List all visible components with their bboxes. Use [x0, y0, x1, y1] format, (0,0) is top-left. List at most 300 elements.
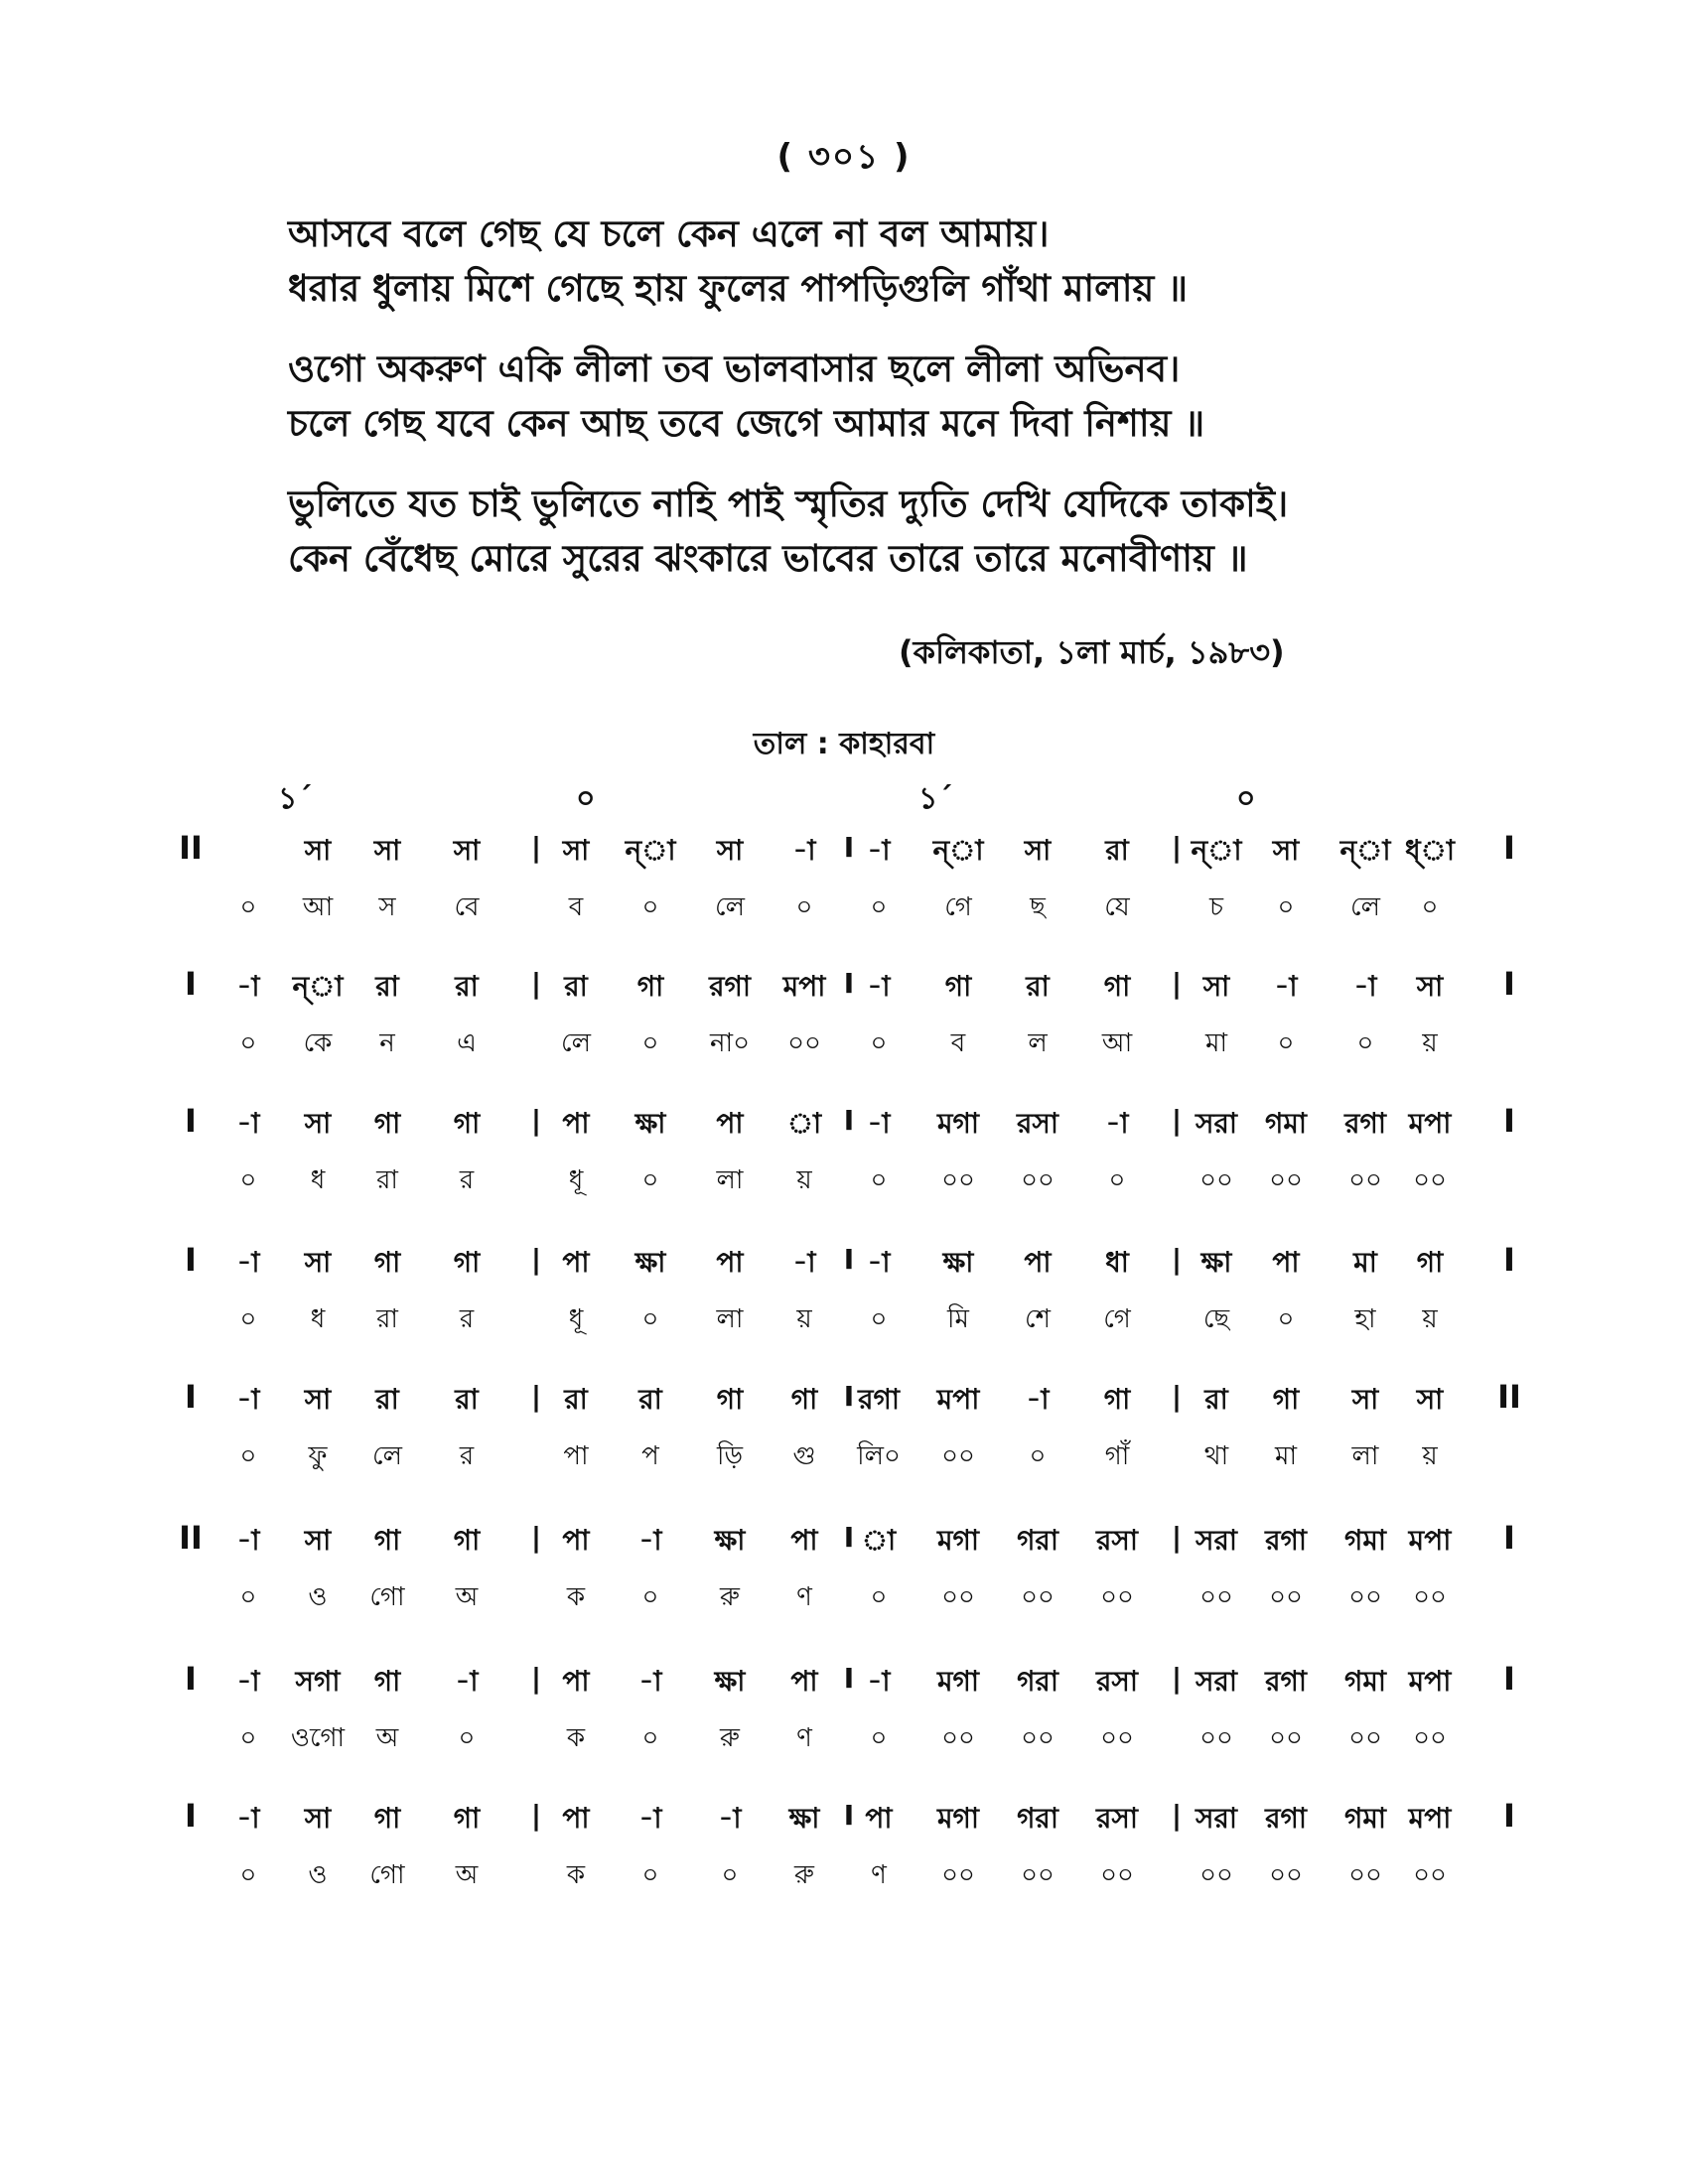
lyric-syllable: ক	[566, 1860, 586, 1890]
lyric-syllable: ল	[1028, 1028, 1048, 1058]
lyric-syllable: ধূ	[568, 1304, 584, 1334]
barline-end: I	[1503, 1660, 1515, 1698]
lyric-syllable: ০০	[787, 1028, 821, 1058]
swara-note: গরা	[1017, 1802, 1058, 1835]
swara-note: মপা	[1408, 1524, 1452, 1557]
lyric-syllable: র	[459, 1165, 475, 1195]
lyric-line: ওগো অকরুণ একি লীলা তব ভালবাসার ছলে লীলা অভিনব।	[288, 347, 1181, 390]
lyric-syllable: না০	[710, 1028, 750, 1058]
swara-note: ন্‌া	[1339, 834, 1391, 867]
swara-note: সগা	[295, 1665, 341, 1698]
lyric-syllable: ণ	[871, 1860, 887, 1890]
swara-note: গা	[1103, 970, 1131, 1003]
swara-note: -া	[455, 1665, 479, 1698]
barline: I	[843, 831, 855, 864]
lyric-syllable: ০০	[1348, 1723, 1382, 1753]
swara-note: রা	[1026, 970, 1050, 1003]
lyric-syllable: ০০	[1348, 1582, 1382, 1612]
swara-note: ক্ষা	[942, 1246, 974, 1279]
lyric-syllable: গাঁ	[1104, 1441, 1130, 1471]
lyric-syllable: অ	[455, 1860, 479, 1890]
swara-note: গা	[716, 1383, 744, 1416]
lyric-syllable: ওগো	[290, 1723, 346, 1753]
lyric-syllable: ০	[1108, 1165, 1126, 1195]
lyric-syllable: ০০	[1199, 1723, 1233, 1753]
swara-note: -া	[236, 1383, 260, 1416]
lyric-syllable: ০০	[1100, 1860, 1134, 1890]
swara-note: মপা	[1408, 1107, 1452, 1140]
swara-note: -া	[1353, 970, 1377, 1003]
swara-note: পা	[1272, 1246, 1300, 1279]
lyric-syllable: ০০	[1413, 1860, 1447, 1890]
place-date: (কলিকাতা, ১লা মার্চ, ১৯৮৩)	[899, 633, 1285, 671]
lyric-syllable: লা	[716, 1165, 744, 1195]
notation-row	[0, 1660, 1688, 1769]
swara-note: রা	[564, 1383, 588, 1416]
swara-note: রা	[375, 1383, 399, 1416]
lyric-syllable: মা	[1275, 1441, 1297, 1471]
lyric-syllable: গো	[369, 1582, 405, 1612]
lyric-syllable: ০০	[1199, 1165, 1233, 1195]
swara-note: সা	[304, 1383, 332, 1416]
barline-end: I	[1503, 1797, 1515, 1835]
swara-note: গা	[373, 1665, 401, 1698]
lyric-syllable: ০০	[1269, 1165, 1303, 1195]
barline: |	[1171, 967, 1183, 1000]
swara-note: রসা	[1095, 1524, 1139, 1557]
lyric-syllable: ০	[721, 1860, 739, 1890]
barline: |	[530, 831, 542, 864]
lyric-syllable: ০০	[1413, 1582, 1447, 1612]
lyric-syllable: র	[459, 1304, 475, 1334]
swara-note: া	[861, 1524, 897, 1557]
lyric-syllable: রা	[376, 1165, 398, 1195]
swara-note: রগা	[1265, 1524, 1307, 1557]
lyric-syllable: ০	[1277, 1028, 1295, 1058]
lyric-syllable: রা	[376, 1304, 398, 1334]
lyric-syllable: ধ	[310, 1165, 326, 1195]
swara-note: সরা	[1195, 1665, 1238, 1698]
lyric-syllable: হা	[1354, 1304, 1376, 1334]
swara-note: সা	[373, 834, 401, 867]
lyric-syllable: ০০	[1413, 1165, 1447, 1195]
swara-note: মগা	[936, 1802, 980, 1835]
barline-end: II	[1497, 1378, 1521, 1416]
notation-row	[0, 1519, 1688, 1628]
lyric-syllable: ফু	[308, 1441, 328, 1471]
swara-note: সা	[453, 834, 481, 867]
lyric-syllable: ও	[308, 1860, 328, 1890]
swara-note: -া	[236, 1665, 260, 1698]
barline-start: I	[185, 1797, 197, 1835]
lyric-syllable: ০০	[941, 1582, 975, 1612]
barline: |	[530, 1799, 542, 1832]
barline-start: II	[179, 1519, 203, 1557]
lyric-syllable: ০	[641, 1165, 659, 1195]
lyric-syllable: লে	[715, 892, 745, 922]
lyric-syllable: ব	[950, 1028, 966, 1058]
swara-note: সা	[304, 1107, 332, 1140]
barline: |	[1171, 1521, 1183, 1554]
barline: I	[843, 1380, 855, 1413]
swara-note: গা	[453, 1107, 481, 1140]
lyric-syllable: ০০	[1021, 1165, 1055, 1195]
swara-note: া	[786, 1107, 822, 1140]
swara-note: গা	[1272, 1383, 1300, 1416]
swara-note: গা	[373, 1802, 401, 1835]
lyric-syllable: ০০	[941, 1165, 975, 1195]
swara-note: সা	[304, 1524, 332, 1557]
swara-note: -া	[792, 1246, 816, 1279]
lyric-syllable: ছে	[1202, 1304, 1230, 1334]
swara-note: -া	[1274, 970, 1298, 1003]
lyric-syllable: ০০	[941, 1441, 975, 1471]
lyric-syllable: ণ	[796, 1723, 812, 1753]
lyric-syllable: য়	[1422, 1028, 1438, 1058]
swara-note: ধ্‌া	[1404, 834, 1456, 867]
swara-note: মপা	[936, 1383, 980, 1416]
lyric-line: ধরার ধুলায় মিশে গেছে হায় ফুলের পাপড়িগুলি গাঁথা মালায় ॥	[288, 267, 1189, 310]
swara-note: গা	[453, 1524, 481, 1557]
lyric-syllable: ০	[641, 1860, 659, 1890]
swara-note: সা	[1416, 970, 1444, 1003]
lyric-syllable: প	[641, 1441, 659, 1471]
lyric-syllable: ০	[239, 1028, 257, 1058]
lyric-syllable: এ	[457, 1028, 477, 1058]
lyric-syllable: ০	[795, 892, 813, 922]
swara-note: ক্ষা	[714, 1665, 746, 1698]
barline: |	[530, 1521, 542, 1554]
lyric-syllable: ধ	[310, 1304, 326, 1334]
swara-note: রসা	[1016, 1107, 1059, 1140]
swara-note: রা	[638, 1383, 662, 1416]
swara-note: গরা	[1017, 1524, 1058, 1557]
lyric-syllable: লা	[716, 1304, 744, 1334]
swara-note: গা	[453, 1802, 481, 1835]
lyric-syllable: গে	[1103, 1304, 1131, 1334]
swara-note: -া	[236, 1802, 260, 1835]
barline-end: I	[1503, 965, 1515, 1003]
swara-note: গা	[944, 970, 972, 1003]
notation-row	[0, 829, 1688, 938]
swara-note: মপা	[1408, 1802, 1452, 1835]
swara-note: সরা	[1195, 1524, 1238, 1557]
swara-note: রা	[455, 970, 479, 1003]
swara-note: -া	[236, 1107, 260, 1140]
barline-start: I	[185, 965, 197, 1003]
swara-note: রা	[564, 970, 588, 1003]
lyric-syllable: লে	[561, 1028, 591, 1058]
lyric-syllable: ০	[870, 1723, 888, 1753]
swara-note: -া	[867, 1246, 891, 1279]
lyric-line: ভুলিতে যত চাই ভুলিতে নাহি পাই স্মৃতির দ্যুতি দেখি যেদিকে তাকাই।	[288, 482, 1289, 525]
barline-start: I	[185, 1241, 197, 1279]
lyric-syllable: গো	[369, 1860, 405, 1890]
swara-note: রগা	[1265, 1802, 1307, 1835]
lyric-syllable: গে	[944, 892, 972, 922]
notation-row	[0, 965, 1688, 1074]
swara-note: রগা	[709, 970, 751, 1003]
lyric-syllable: ক	[566, 1723, 586, 1753]
swara-note: রগা	[1344, 1107, 1386, 1140]
barline-end: I	[1503, 1241, 1515, 1279]
swara-note: মা	[1353, 1246, 1377, 1279]
notation-row	[0, 1102, 1688, 1211]
lyric-syllable: চ	[1208, 892, 1224, 922]
lyric-syllable: লে	[1350, 892, 1380, 922]
lyric-syllable: ০০	[1199, 1860, 1233, 1890]
lyric-syllable: ০	[641, 1304, 659, 1334]
swara-note: গা	[1103, 1383, 1131, 1416]
barline: |	[530, 967, 542, 1000]
lyric-syllable: আ	[1101, 1028, 1133, 1058]
lyric-syllable: পা	[563, 1441, 589, 1471]
barline: |	[530, 1243, 542, 1276]
swara-note: -া	[638, 1665, 662, 1698]
lyric-syllable: ০০	[1021, 1860, 1055, 1890]
swara-note: রা	[455, 1383, 479, 1416]
lyric-syllable: ০	[870, 1028, 888, 1058]
barline-start: I	[185, 1378, 197, 1416]
lyric-syllable: ০	[1356, 1028, 1374, 1058]
swara-note: সা	[562, 834, 590, 867]
swara-note: রগা	[1265, 1665, 1307, 1698]
swara-note: রা	[1204, 1383, 1228, 1416]
lyric-syllable: ০০	[1269, 1582, 1303, 1612]
lyric-syllable: ০	[1277, 892, 1295, 922]
swara-note: গরা	[1017, 1665, 1058, 1698]
lyric-syllable: ০	[641, 1028, 659, 1058]
swara-note: পা	[790, 1665, 818, 1698]
lyric-syllable: লে	[372, 1441, 402, 1471]
swara-note: -া	[638, 1802, 662, 1835]
lyric-line: আসবে বলে গেছ যে চলে কেন এলে না বল আমায়।	[288, 212, 1050, 255]
swara-note: রা	[375, 970, 399, 1003]
lyric-syllable: ০	[239, 1165, 257, 1195]
swara-note: ন্‌া	[932, 834, 984, 867]
swara-note: পা	[562, 1107, 590, 1140]
swara-note: সরা	[1195, 1107, 1238, 1140]
swara-note: ক্ষা	[788, 1802, 820, 1835]
lyric-syllable: ০০	[941, 1860, 975, 1890]
lyric-syllable: ০০	[1021, 1582, 1055, 1612]
lyric-syllable: য়	[1422, 1441, 1438, 1471]
barline: |	[530, 1380, 542, 1413]
notation-row	[0, 1797, 1688, 1906]
barline-end: I	[1503, 1102, 1515, 1140]
barline: I	[843, 1799, 855, 1832]
swara-note: -া	[867, 970, 891, 1003]
swara-note: পা	[716, 1107, 744, 1140]
lyric-syllable: ০০	[1269, 1723, 1303, 1753]
barline-end: I	[1503, 829, 1515, 867]
swara-note: -া	[867, 1665, 891, 1698]
lyric-syllable: স	[378, 892, 396, 922]
swara-note: সা	[304, 1802, 332, 1835]
swara-note: -া	[236, 1246, 260, 1279]
beat-mark: ০	[1236, 781, 1256, 816]
swara-note: -া	[867, 1107, 891, 1140]
swara-note: সা	[1202, 970, 1230, 1003]
swara-note: মপা	[782, 970, 826, 1003]
swara-note: সা	[1272, 834, 1300, 867]
lyric-syllable: ০	[1421, 892, 1439, 922]
lyric-syllable: ছ	[1030, 892, 1046, 922]
lyric-syllable: ণ	[796, 1582, 812, 1612]
barline: |	[1171, 1799, 1183, 1832]
swara-note: পা	[865, 1802, 893, 1835]
barline: |	[530, 1662, 542, 1695]
swara-note: পা	[562, 1246, 590, 1279]
swara-note: গা	[373, 1246, 401, 1279]
lyric-syllable: থা	[1203, 1441, 1229, 1471]
lyric-syllable: ০	[239, 1582, 257, 1612]
lyric-syllable: য়	[1422, 1304, 1438, 1334]
lyric-syllable: ০	[870, 1582, 888, 1612]
lyric-syllable: অ	[375, 1723, 399, 1753]
swara-note: ক্ষা	[634, 1107, 666, 1140]
swara-note: পা	[562, 1524, 590, 1557]
swara-note: সা	[1351, 1383, 1379, 1416]
lyric-syllable: ০	[239, 892, 257, 922]
swara-note: রা	[1105, 834, 1129, 867]
lyric-syllable: গু	[792, 1441, 816, 1471]
lyric-syllable: ০০	[1413, 1723, 1447, 1753]
barline: |	[530, 1104, 542, 1137]
swara-note: সা	[1024, 834, 1052, 867]
lyric-syllable: ০০	[1021, 1723, 1055, 1753]
lyric-syllable: ড়ি	[717, 1441, 743, 1471]
lyric-line: চলে গেছ যবে কেন আছ তবে জেগে আমার মনে দিবা নিশায় ॥	[288, 402, 1205, 445]
swara-note: ক্ষা	[714, 1524, 746, 1557]
swara-note: গমা	[1343, 1665, 1387, 1698]
swara-note: ন্‌া	[1191, 834, 1242, 867]
lyric-syllable: ০	[239, 1441, 257, 1471]
swara-note: গা	[790, 1383, 818, 1416]
swara-note: -া	[1105, 1107, 1129, 1140]
lyric-syllable: কে	[303, 1028, 333, 1058]
lyric-syllable: লা	[1351, 1441, 1379, 1471]
lyric-syllable: লি০	[857, 1441, 901, 1471]
lyric-syllable: য়	[796, 1165, 812, 1195]
lyric-syllable: ০	[870, 1165, 888, 1195]
lyric-syllable: ০০	[941, 1723, 975, 1753]
swara-note: পা	[716, 1246, 744, 1279]
lyric-syllable: ০	[239, 1304, 257, 1334]
lyric-syllable: ০	[641, 1723, 659, 1753]
lyric-syllable: রু	[720, 1582, 740, 1612]
barline: |	[1171, 1380, 1183, 1413]
lyric-syllable: র	[459, 1441, 475, 1471]
lyric-line: কেন বেঁধেছ মোরে সুরের ঝংকারে ভাবের তারে তারে মনোবীণায় ॥	[288, 537, 1248, 580]
lyric-syllable: শে	[1025, 1304, 1051, 1334]
lyric-syllable: মা	[1205, 1028, 1227, 1058]
swara-note: -া	[718, 1802, 742, 1835]
lyric-syllable: ০	[239, 1860, 257, 1890]
barline-start: I	[185, 1660, 197, 1698]
swara-note: -া	[792, 834, 816, 867]
lyric-syllable: যে	[1104, 892, 1130, 922]
notation-row	[0, 1378, 1688, 1487]
swara-note: পা	[790, 1524, 818, 1557]
beat-mark: ১´	[918, 781, 953, 816]
swara-note: গমা	[1264, 1107, 1308, 1140]
lyric-syllable: ন	[379, 1028, 395, 1058]
swara-note: মগা	[936, 1524, 980, 1557]
swara-note: -া	[867, 834, 891, 867]
swara-note: -া	[638, 1524, 662, 1557]
lyric-syllable: ০০	[1100, 1723, 1134, 1753]
lyric-syllable: ০	[1029, 1441, 1047, 1471]
lyric-syllable: ০	[641, 1582, 659, 1612]
barline: |	[1171, 1662, 1183, 1695]
swara-note: গা	[636, 970, 664, 1003]
lyric-syllable: বে	[454, 892, 480, 922]
lyric-syllable: ০	[1277, 1304, 1295, 1334]
barline-start: I	[185, 1102, 197, 1140]
swara-note: -া	[236, 1524, 260, 1557]
swara-note: গমা	[1343, 1524, 1387, 1557]
lyric-syllable: ও	[308, 1582, 328, 1612]
swara-note: ন্‌া	[292, 970, 344, 1003]
lyric-syllable: ০০	[1100, 1582, 1134, 1612]
swara-note: ধা	[1105, 1246, 1129, 1279]
lyric-syllable: ক	[566, 1582, 586, 1612]
lyric-syllable: রু	[720, 1723, 740, 1753]
lyric-syllable: রু	[794, 1860, 814, 1890]
lyric-syllable: ০০	[1348, 1860, 1382, 1890]
lyric-syllable: ০	[458, 1723, 476, 1753]
barline: I	[843, 1243, 855, 1276]
swara-note: ন্‌া	[625, 834, 676, 867]
lyric-syllable: য়	[796, 1304, 812, 1334]
beat-mark: ১´	[278, 781, 313, 816]
lyric-syllable: ০	[870, 1304, 888, 1334]
lyric-syllable: ০০	[1348, 1165, 1382, 1195]
lyric-syllable: ০০	[1269, 1860, 1303, 1890]
barline: I	[843, 1104, 855, 1137]
swara-note: গা	[453, 1246, 481, 1279]
lyric-syllable: ০	[641, 892, 659, 922]
barline: I	[843, 1521, 855, 1554]
swara-note: সরা	[1195, 1802, 1238, 1835]
barline-start: II	[179, 829, 203, 867]
swara-note: সা	[716, 834, 744, 867]
swara-note: মগা	[936, 1107, 980, 1140]
barline: |	[1171, 831, 1183, 864]
swara-note: মগা	[936, 1665, 980, 1698]
lyric-syllable: ব	[568, 892, 584, 922]
swara-note: ক্ষা	[1200, 1246, 1232, 1279]
barline: |	[1171, 1243, 1183, 1276]
swara-note: গা	[1416, 1246, 1444, 1279]
lyric-syllable: ধূ	[568, 1165, 584, 1195]
barline: I	[843, 1662, 855, 1695]
barline: I	[843, 967, 855, 1000]
barline-end: I	[1503, 1519, 1515, 1557]
swara-note: পা	[562, 1665, 590, 1698]
swara-note: মপা	[1408, 1665, 1452, 1698]
lyric-syllable: ০০	[1199, 1582, 1233, 1612]
swara-note: রসা	[1095, 1802, 1139, 1835]
beat-mark: ০	[576, 781, 596, 816]
swara-note: গা	[373, 1524, 401, 1557]
swara-note: সা	[304, 834, 332, 867]
lyric-syllable: অ	[455, 1582, 479, 1612]
lyric-syllable: ০	[870, 892, 888, 922]
tala-heading: তাল : কাহারবা	[753, 727, 935, 761]
lyric-syllable: মি	[947, 1304, 969, 1334]
